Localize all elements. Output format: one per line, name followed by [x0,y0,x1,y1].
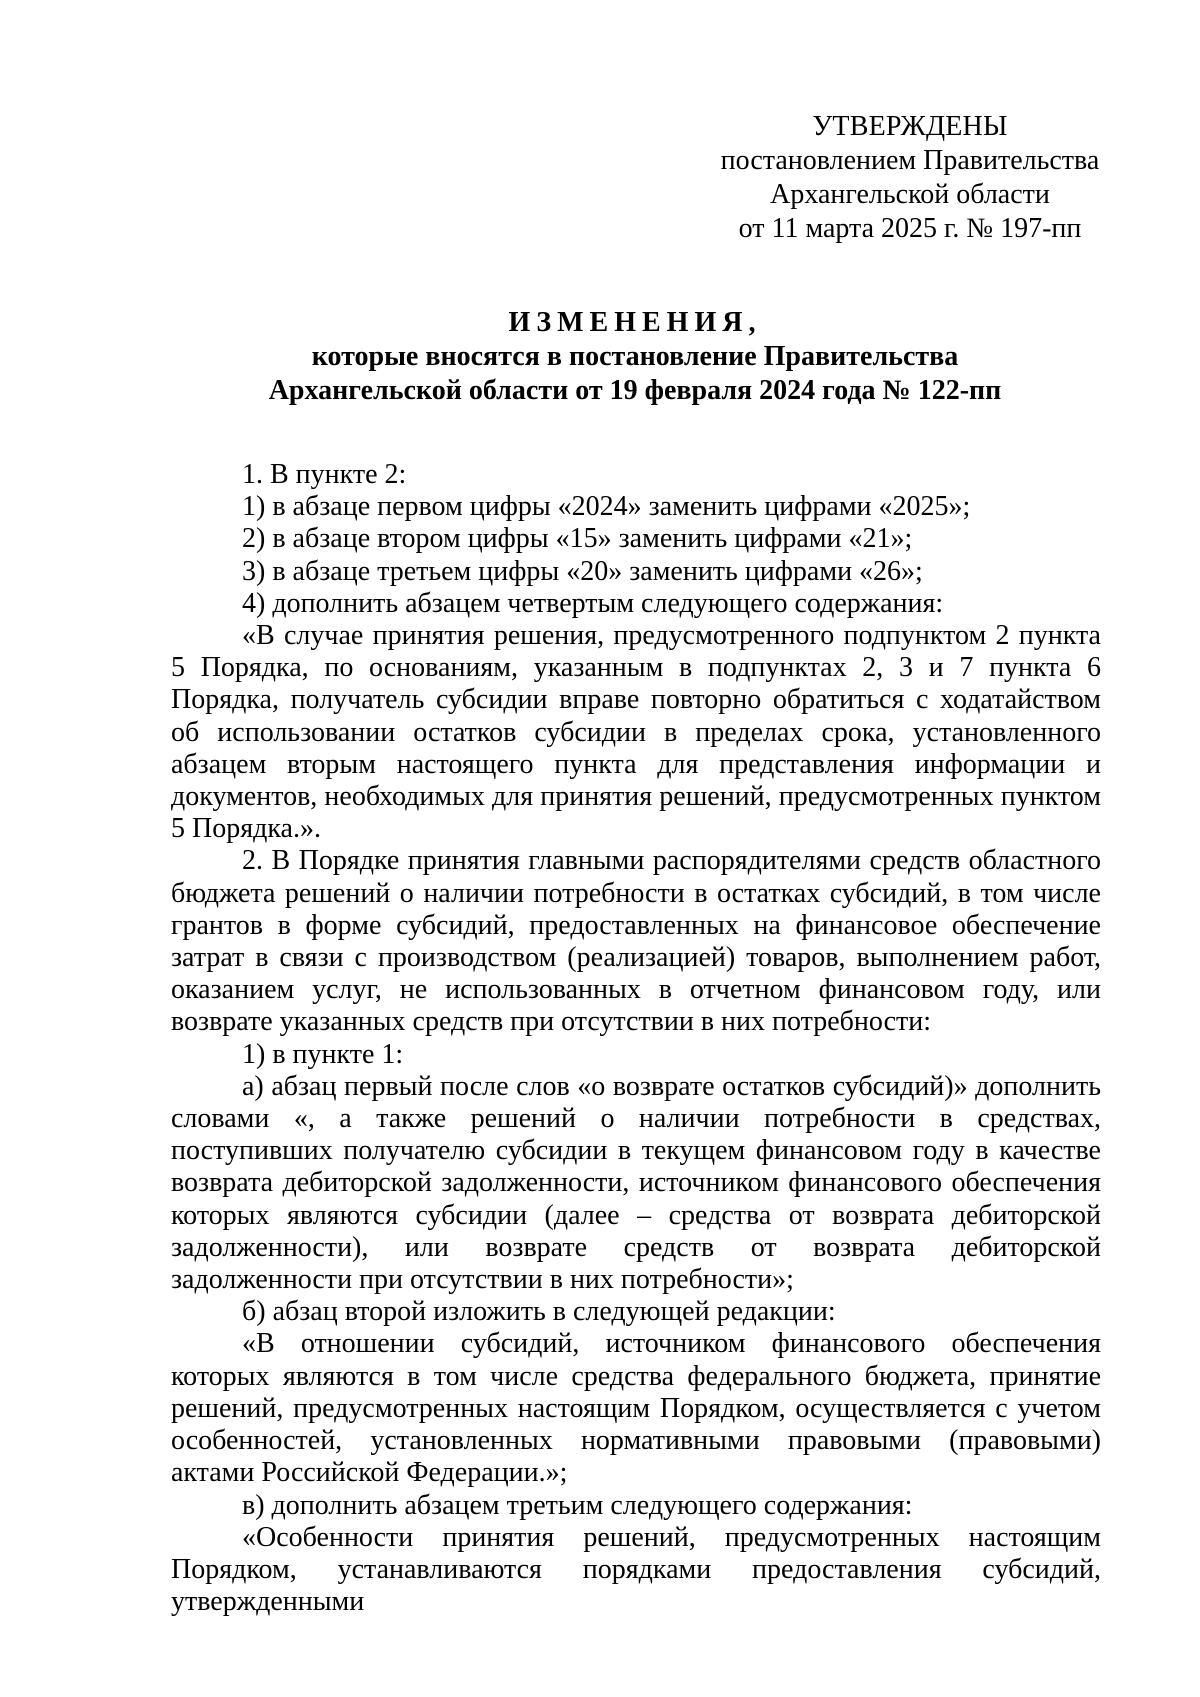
approval-line-1: постановлением Правительства [720,145,1100,176]
heading-sub-2: Архангельской области от 19 февраля 2024 года № 122-пп [268,375,1002,406]
paragraph-subitem-2-1: 1) в пункте 1: [242,1038,404,1070]
approval-title: УТВЕРЖДЕНЫ [812,111,1008,142]
heading-main: ИЗМЕНЕНИЯ, [508,307,762,338]
approval-line-3: от 11 марта 2025 г. № 197-пп [738,213,1082,244]
document-heading [168,306,1102,408]
paragraph-item-1: 1. В пункте 2: [242,459,407,490]
paragraph-subitem-1-2: 2) в абзаце втором цифры «15» заменить цифрами «21»; [242,523,913,555]
paragraph-subitem-2-1-b: б) абзац второй изложить в следующей редакции: [242,1296,836,1328]
paragraph-subitem-1-4: 4) дополнить абзацем четвертым следующего содержания: [242,587,944,619]
paragraph-subitem-2-1-a: а) абзац первый после слов «о возврате остатков субсидий)» дополнить словами «, а также решений о наличии потребности в средствах, поступивших получателю субсидии в текущем финансовом году в качестве возврата дебиторской задолженности, источником финансового обеспечения которых являются субсидии (далее – средства от возврата дебиторской задолженности), или возврате средств от возврата дебиторской задолженности при отсутствии в них потребности»; [171,1070,1101,1296]
paragraph-quote-1: «В случае принятия решения, предусмотренного подпунктом 2 пункта 5 Порядка, по основаниям, указанным в подпунктах 2, 3 и 7 пункта 6 Порядка, получатель субсидии вправе повторно обратиться с ходатайством об использовании остатков субсидии в пределах срока, установленного абзацем вторым настоящего пункта для представления информации и документов, необходимых для принятия решений, предусмотренных пунктом 5 Порядка.». [171,620,1101,845]
paragraph-subitem-2-1-v: в) дополнить абзацем третьим следующего содержания: [242,1489,913,1521]
paragraph-quote-3: «Особенности принятия решений, предусмотренных настоящим Порядком, устанавливаются порядками предоставления субсидий, утвержденными [171,1521,1101,1618]
paragraph-subitem-1-3: 3) в абзаце третьем цифры «20» заменить цифрами «26»; [242,555,923,587]
approval-line-2: Архангельской области [770,179,1050,210]
paragraph-subitem-1-1: 1) в абзаце первом цифры «2024» заменить цифрами «2025»; [242,491,971,523]
paragraph-item-2: 2. В Порядке принятия главными распорядителями средств областного бюджета решений о наличии потребности в остатках субсидий, в том числе грантов в форме субсидий, предоставленных на финансовое обеспечение затрат в связи с производством (реализацией) товаров, выполнением работ, оказанием услуг, не использованных в отчетном финансовом году, или возврате указанных средств при отсутствии в них потребности: [171,845,1101,1038]
document-body [171,459,1101,1618]
approval-stamp-block [700,110,1120,246]
paragraph-quote-2: «В отношении субсидий, источником финансового обеспечения которых являются в том числе средства федерального бюджета, принятие решений, предусмотренных настоящим Порядком, осуществляется с учетом особенностей, установленных нормативными правовыми (правовыми) актами Российской Федерации.»; [171,1328,1101,1489]
heading-sub-1: которые вносятся в постановление Правительства [311,341,959,372]
